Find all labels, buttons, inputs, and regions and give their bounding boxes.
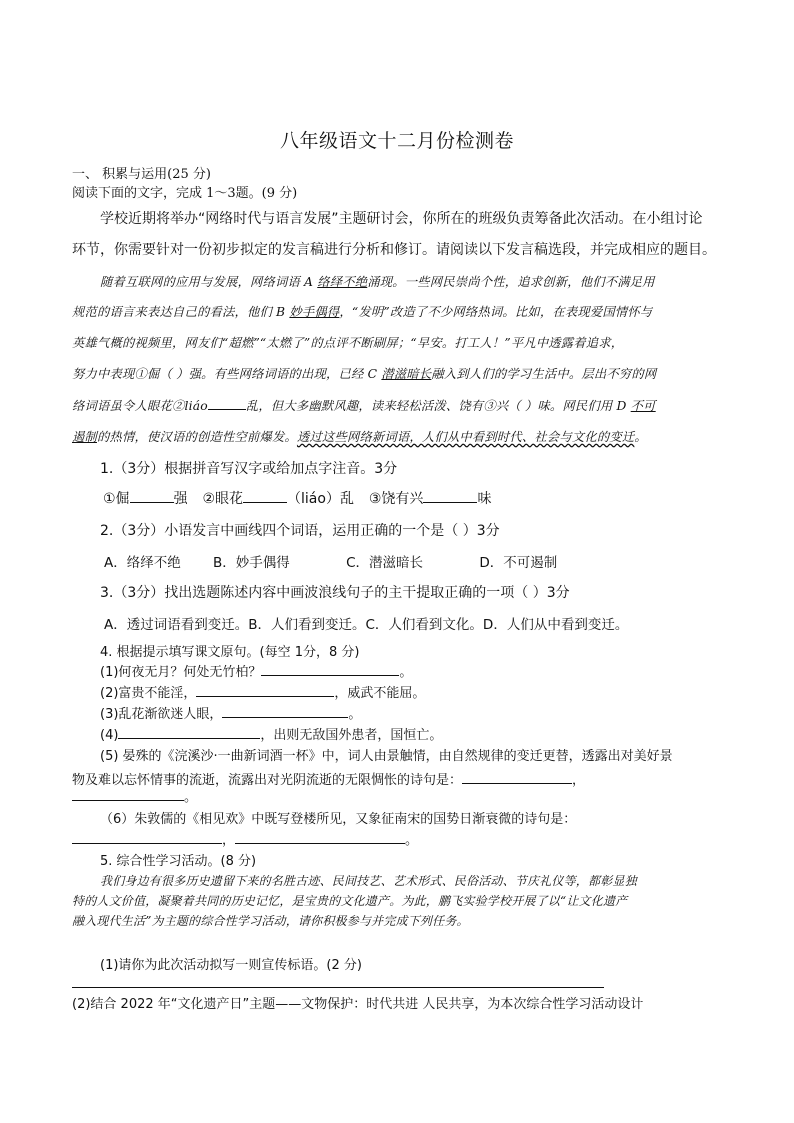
passage-line-3: 英雄气概的视频里，网友们“超燃”“太燃了”的点评不断刷屏；“早安。打工人！”平凡中透露着追求，	[72, 336, 624, 350]
underlined-word-c: 潜滋暗长	[381, 367, 432, 381]
answer-blank[interactable]	[118, 726, 260, 739]
question-2-options	[104, 551, 585, 571]
option-b[interactable]: B．妙手偶得	[213, 555, 290, 571]
section-heading: 一、 积累与运用(25 分)	[72, 167, 211, 182]
underlined-word-d-part1: 不可	[630, 399, 656, 413]
question-5-paragraph-line-2: 特的人文价值，凝聚着共同的历史记忆，是宝贵的文化遗产。为此，鹏飞实验学校开展了以“让文化遗产	[72, 894, 628, 908]
question-4-line-9: ， 。	[72, 829, 418, 848]
underlined-word-d-part2: 遏制	[72, 430, 97, 444]
question-5-paragraph-line-3: 融入现代生活”为主题的综合性学习活动，请你积极参与并完成下列任务。	[72, 914, 469, 928]
question-4-line-4: (4) ，出则无敌国外患者，国恒亡。	[100, 728, 443, 743]
underlined-word-b: 妙手偶得	[289, 305, 340, 319]
wavy-underlined-sentence: 透过这些网络新词语，人们从中看到时代、社会与文化的变迁	[296, 430, 635, 444]
reading-intro: 阅读下面的文字，完成 1～3题。(9 分)	[72, 186, 298, 201]
answer-blank[interactable]	[235, 831, 405, 844]
underlined-word-a: 络绎不绝	[317, 275, 368, 289]
answer-blank[interactable]	[222, 705, 348, 718]
answer-blank[interactable]	[72, 788, 184, 801]
question-5-paragraph-line-1: 我们身边有很多历史遗留下来的名胜古迹、民间技艺、艺术形式、民俗活动、节庆礼仪等，都彰显独	[100, 874, 637, 888]
question-4-line-2: (2)富贵不能淫， ，威武不能屈。	[100, 686, 426, 701]
question-1-items: ①倔 强 ②眼花 （liáo）乱 ③饶有兴 味	[103, 491, 492, 507]
question-3-stem: 3.（3分）找出选题陈述内容中画波浪线句子的主干提取正确的一项（ ）3分	[100, 585, 570, 601]
question-1-stem: 1.（3分）根据拼音写汉字或给加点字注音。3分	[100, 461, 398, 477]
question-4-line-5: (5) 晏殊的《浣溪沙·一曲新词酒一杯》中，词人由景触情，由自然规律的变迁更替，透露出对美好景	[100, 749, 673, 764]
question-2-stem: 2.（3分）小语发言中画线四个词语，运用正确的一个是（ ）3分	[100, 523, 500, 539]
option-a[interactable]: A．络绎不绝	[104, 555, 181, 571]
passage-line-4: 努力中表现①倔（ ）强。有些网络词语的出现，已经 C 潜滋暗长融入到人们的学习生活中。层出不穷的网	[72, 367, 657, 381]
answer-blank[interactable]	[261, 663, 399, 676]
page-title: 八年级语文十二月份检测卷	[279, 130, 514, 152]
option-c[interactable]: C．潜滋暗长	[346, 555, 424, 571]
answer-blank[interactable]	[72, 831, 222, 844]
answer-blank[interactable]	[130, 490, 174, 503]
question-5-task-1: (1)请你为此次活动拟写一则宣传标语。(2 分)	[100, 958, 362, 973]
question-3-options: A．透过词语看到变迁。B．人们看到变迁。C．人们看到文化。D．人们从中看到变迁。	[104, 617, 629, 633]
question-5-stem: 5. 综合性学习活动。(8 分)	[100, 854, 257, 869]
question-4-line-7: 。	[72, 786, 197, 805]
intro-paragraph-line-1: 学校近期将举办“网络时代与语言发展”主题研讨会，你所在的班级负责筹备此次活动。在小组讨论	[100, 211, 703, 227]
question-4-line-6: 物及难以忘怀情事的流逝，流露出对光阴流逝的无限惆怅的诗句是： ，	[72, 773, 586, 788]
passage-line-6: 遏制的热情，使汉语的创造性空前爆发。透过这些网络新词语，人们从中看到时代、社会与文化的变迁。	[72, 430, 647, 444]
question-4-line-8: （6）朱敦儒的《相见欢》中既写登楼所见，又象征南宋的国势日渐衰微的诗句是：	[100, 812, 577, 827]
answer-blank[interactable]	[462, 771, 572, 784]
answer-blank[interactable]	[208, 397, 246, 410]
intro-paragraph-line-2: 环节，你需要针对一份初步拟定的发言稿进行分析和修订。请阅读以下发言稿选段，并完成相应的题目。	[72, 242, 716, 258]
passage-line-2: 规范的语言来表达自己的看法，他们 B 妙手偶得，“发明”改造了不少网络热词。比如，在表现爱国情怀与	[72, 305, 653, 319]
question-5-task-2: (2)结合 2022 年“文化遗产日”主题——文物保护：时代共进 人民共享，为本次综合性学习活动设计	[72, 997, 644, 1012]
passage-line-1: 随着互联网的应用与发展，网络词语 A 络绎不绝涌现。一些网民崇尚个性，追求创新，他们不满足用	[100, 275, 655, 289]
question-4-stem: 4. 根据提示填写课文原句。(每空 1分，8 分)	[100, 645, 360, 660]
answer-blank[interactable]	[423, 490, 477, 503]
answer-line[interactable]	[72, 987, 604, 988]
option-d[interactable]: D．不可遏制	[479, 555, 558, 571]
passage-line-5: 络词语虽令人眼花②liáo 乱，但大多幽默风趣，读来轻松活泼、饶有③兴（ ）味。网民们用 D 不可	[72, 399, 656, 413]
answer-blank[interactable]	[243, 490, 287, 503]
question-4-line-3: (3)乱花渐欲迷人眼， 。	[100, 707, 362, 722]
answer-blank[interactable]	[196, 684, 334, 697]
question-4-line-1: (1)何夜无月？何处无竹柏？ 。	[100, 665, 413, 680]
